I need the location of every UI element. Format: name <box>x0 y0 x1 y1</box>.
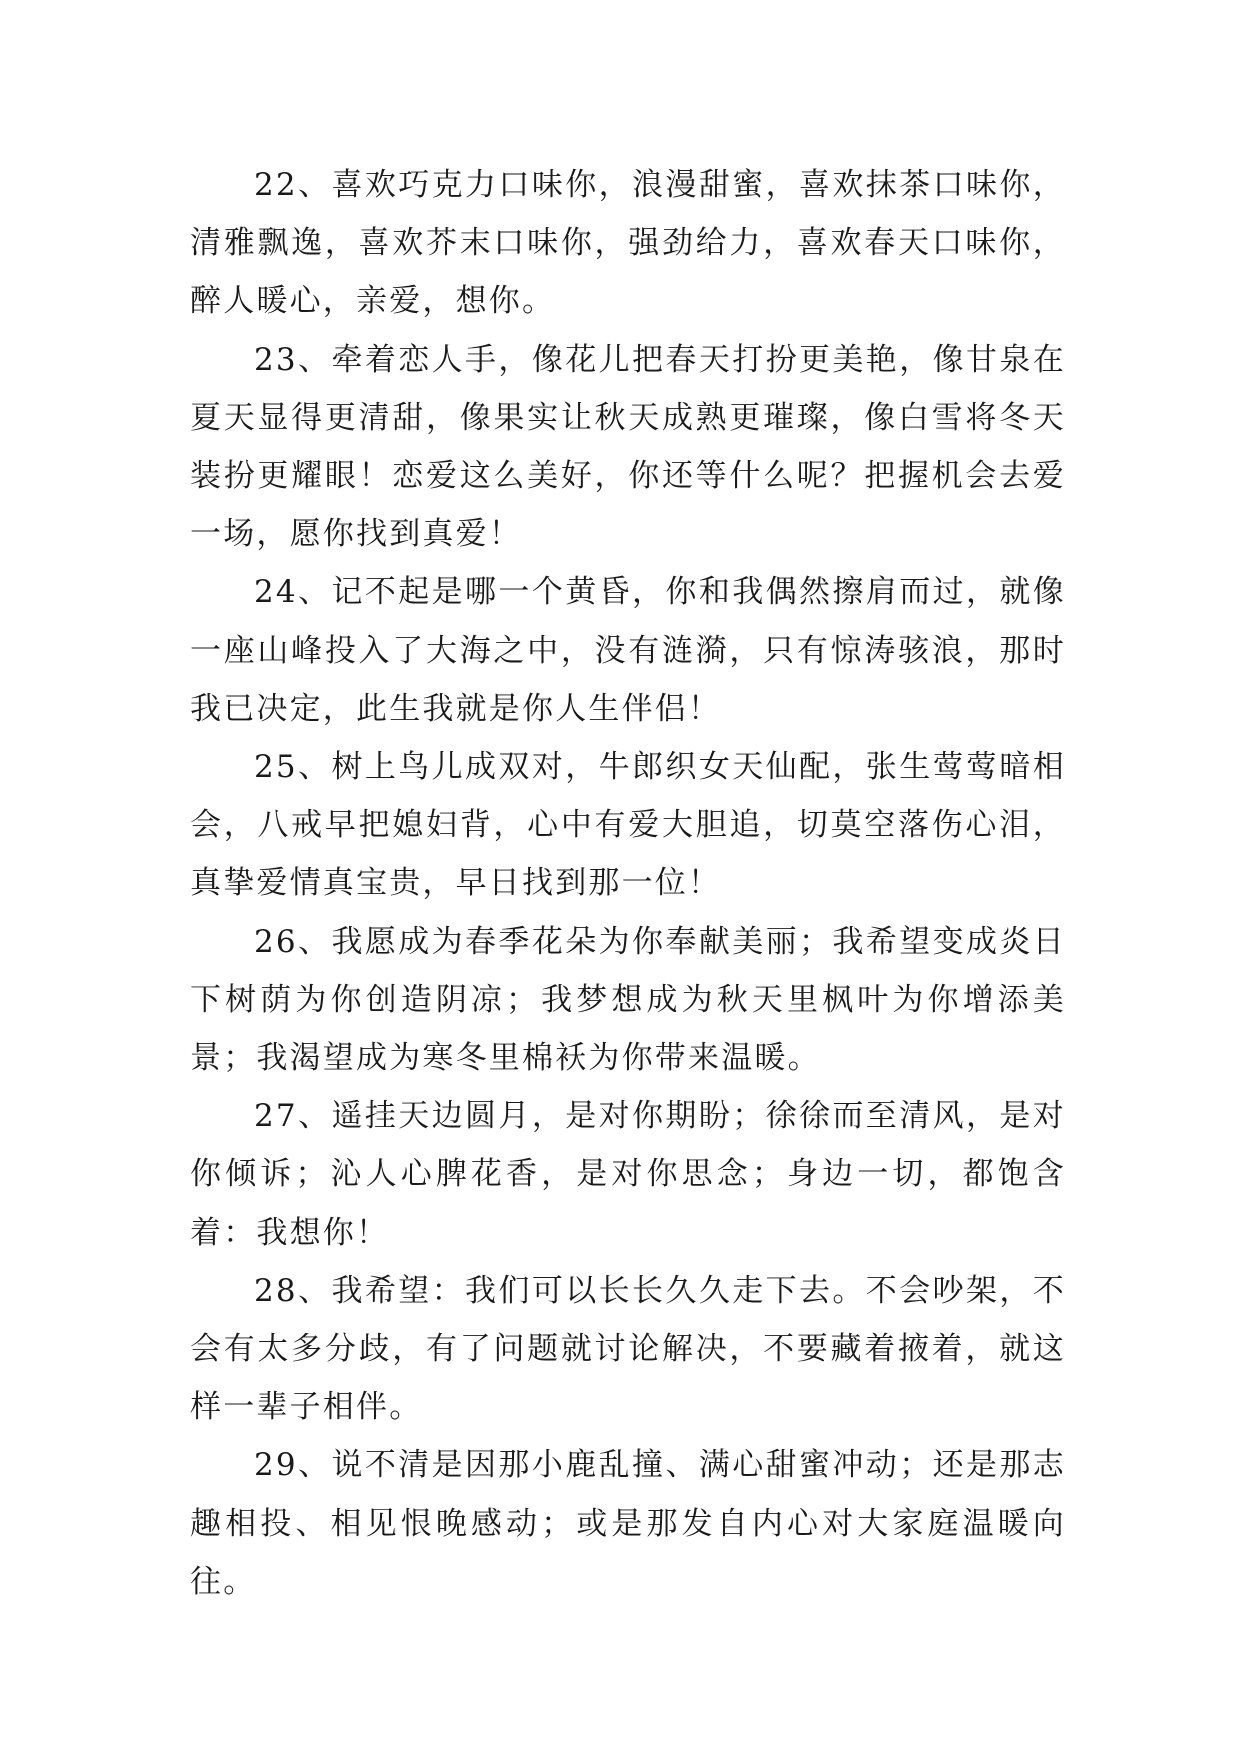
paragraph-27: 27、遥挂天边圆月，是对你期盼；徐徐而至清风，是对你倾诉；沁人心脾花香，是对你思念；身边一切，都饱含着：我想你！ <box>190 1098 1066 1251</box>
paragraph-25: 25、树上鸟儿成双对，牛郎织女天仙配，张生莺莺暗相会，八戒早把媳妇背，心中有爱大胆追，切莫空落伤心泪，真挚爱情真宝贵，早日找到那一位！ <box>190 749 1066 902</box>
paragraph-28: 28、我希望：我们可以长长久久走下去。不会吵架，不会有太多分歧，有了问题就讨论解决，不要藏着掖着，就这样一辈子相伴。 <box>190 1272 1066 1426</box>
paragraph-26: 26、我愿成为春季花朵为你奉献美丽；我希望变成炎日下树荫为你创造阴凉；我梦想成为秋天里枫叶为你增添美景；我渴望成为寒冬里棉袄为你带来温暖。 <box>190 923 1066 1077</box>
paragraph-23: 23、牵着恋人手，像花儿把春天打扮更美艳，像甘泉在夏天显得更清甜，像果实让秋天成熟更璀璨，像白雪将冬天装扮更耀眼！恋爱这么美好，你还等什么呢？把握机会去爱一场，愿你找到真爱！ <box>190 341 1066 553</box>
document-body <box>190 156 1066 1611</box>
paragraph-24: 24、记不起是哪一个黄昏，你和我偶然擦肩而过，就像一座山峰投入了大海之中，没有涟漪，只有惊涛骇浪，那时我已决定，此生我就是你人生伴侣！ <box>190 574 1066 727</box>
paragraph-22: 22、喜欢巧克力口味你，浪漫甜蜜，喜欢抹茶口味你，清雅飘逸，喜欢芥末口味你，强劲给力，喜欢春天口味你，醉人暖心，亲爱，想你。 <box>190 167 1066 320</box>
paragraph-29: 29、说不清是因那小鹿乱撞、满心甜蜜冲动；还是那志趣相投、相见恨晚感动；或是那发自内心对大家庭温暖向往。 <box>190 1447 1066 1600</box>
